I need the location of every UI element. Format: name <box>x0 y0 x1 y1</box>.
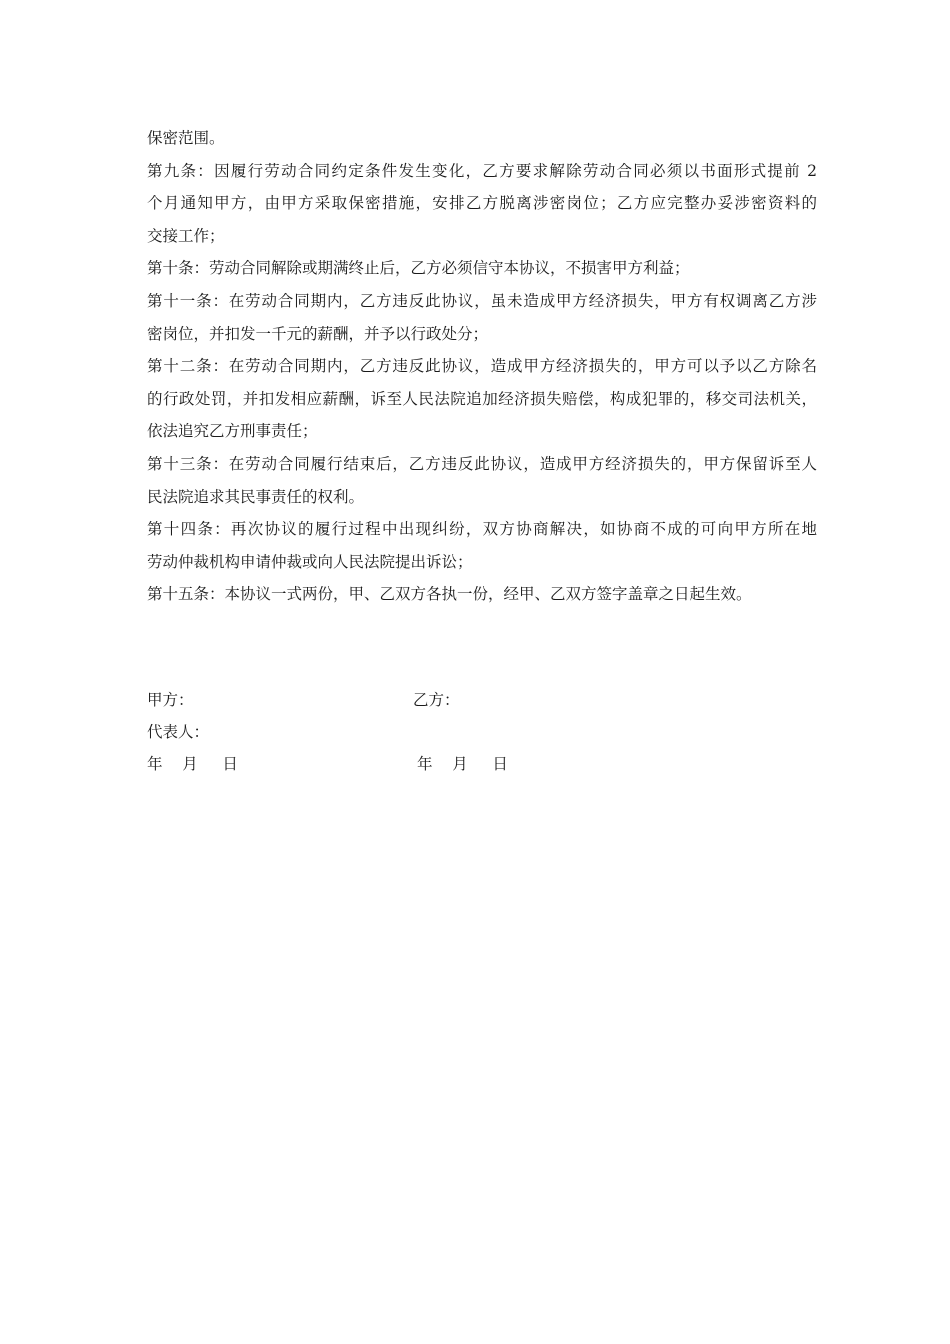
clause-line: 第十五条：本协议一式两份，甲、乙双方各执一份，经甲、乙双方签字盖章之日起生效。 <box>147 585 752 604</box>
party-a-label: 甲方： <box>147 691 194 709</box>
party-row <box>147 688 667 720</box>
clause-line: 第十四条：再次协议的履行过程中出现纠纷，双方协商解决，如协商不成的可向甲方所在地 <box>147 520 817 539</box>
clause-line: 依法追究乙方刑事责任； <box>147 422 318 441</box>
clause-line: 第九条：因履行劳动合同约定条件发生变化，乙方要求解除劳动合同必须以书面形式提前 2 <box>147 161 817 180</box>
clause-line: 第十三条：在劳动合同履行结束后，乙方违反此协议，造成甲方经济损失的，甲方保留诉至人 <box>147 454 817 473</box>
clause-line: 密岗位，并扣发一千元的薪酬，并予以行政处分； <box>147 324 489 343</box>
clause-line: 第十条：劳动合同解除或期满终止后，乙方必须信守本协议，不损害甲方利益； <box>147 259 690 278</box>
date-left: 年 月 日 <box>147 755 238 773</box>
clause-line: 劳动仲裁机构申请仲裁或向人民法院提出诉讼； <box>147 552 473 571</box>
signature-block <box>147 688 667 784</box>
representative-row <box>147 720 667 752</box>
representative-label: 代表人： <box>147 723 210 741</box>
clause-line: 保密范围。 <box>147 129 225 147</box>
clause-line: 民法院追求其民事责任的权利。 <box>147 487 365 506</box>
date-row <box>147 752 667 784</box>
clause-line: 第十二条：在劳动合同期内，乙方违反此协议，造成甲方经济损失的，甲方可以予以乙方除名 <box>147 357 817 376</box>
clause-line: 个月通知甲方，由甲方采取保密措施，安排乙方脱离涉密岗位；乙方应完整办妥涉密资料的 <box>147 194 817 213</box>
date-right: 年 月 日 <box>417 755 508 773</box>
party-b-label: 乙方： <box>413 691 460 709</box>
agreement-body <box>147 126 817 615</box>
clause-line: 第十一条：在劳动合同期内，乙方违反此协议，虽未造成甲方经济损失，甲方有权调离乙方涉 <box>147 291 817 310</box>
clause-line: 交接工作； <box>147 226 225 245</box>
clause-line: 的行政处罚，并扣发相应薪酬，诉至人民法院追加经济损失赔偿，构成犯罪的，移交司法机关， <box>147 389 817 408</box>
